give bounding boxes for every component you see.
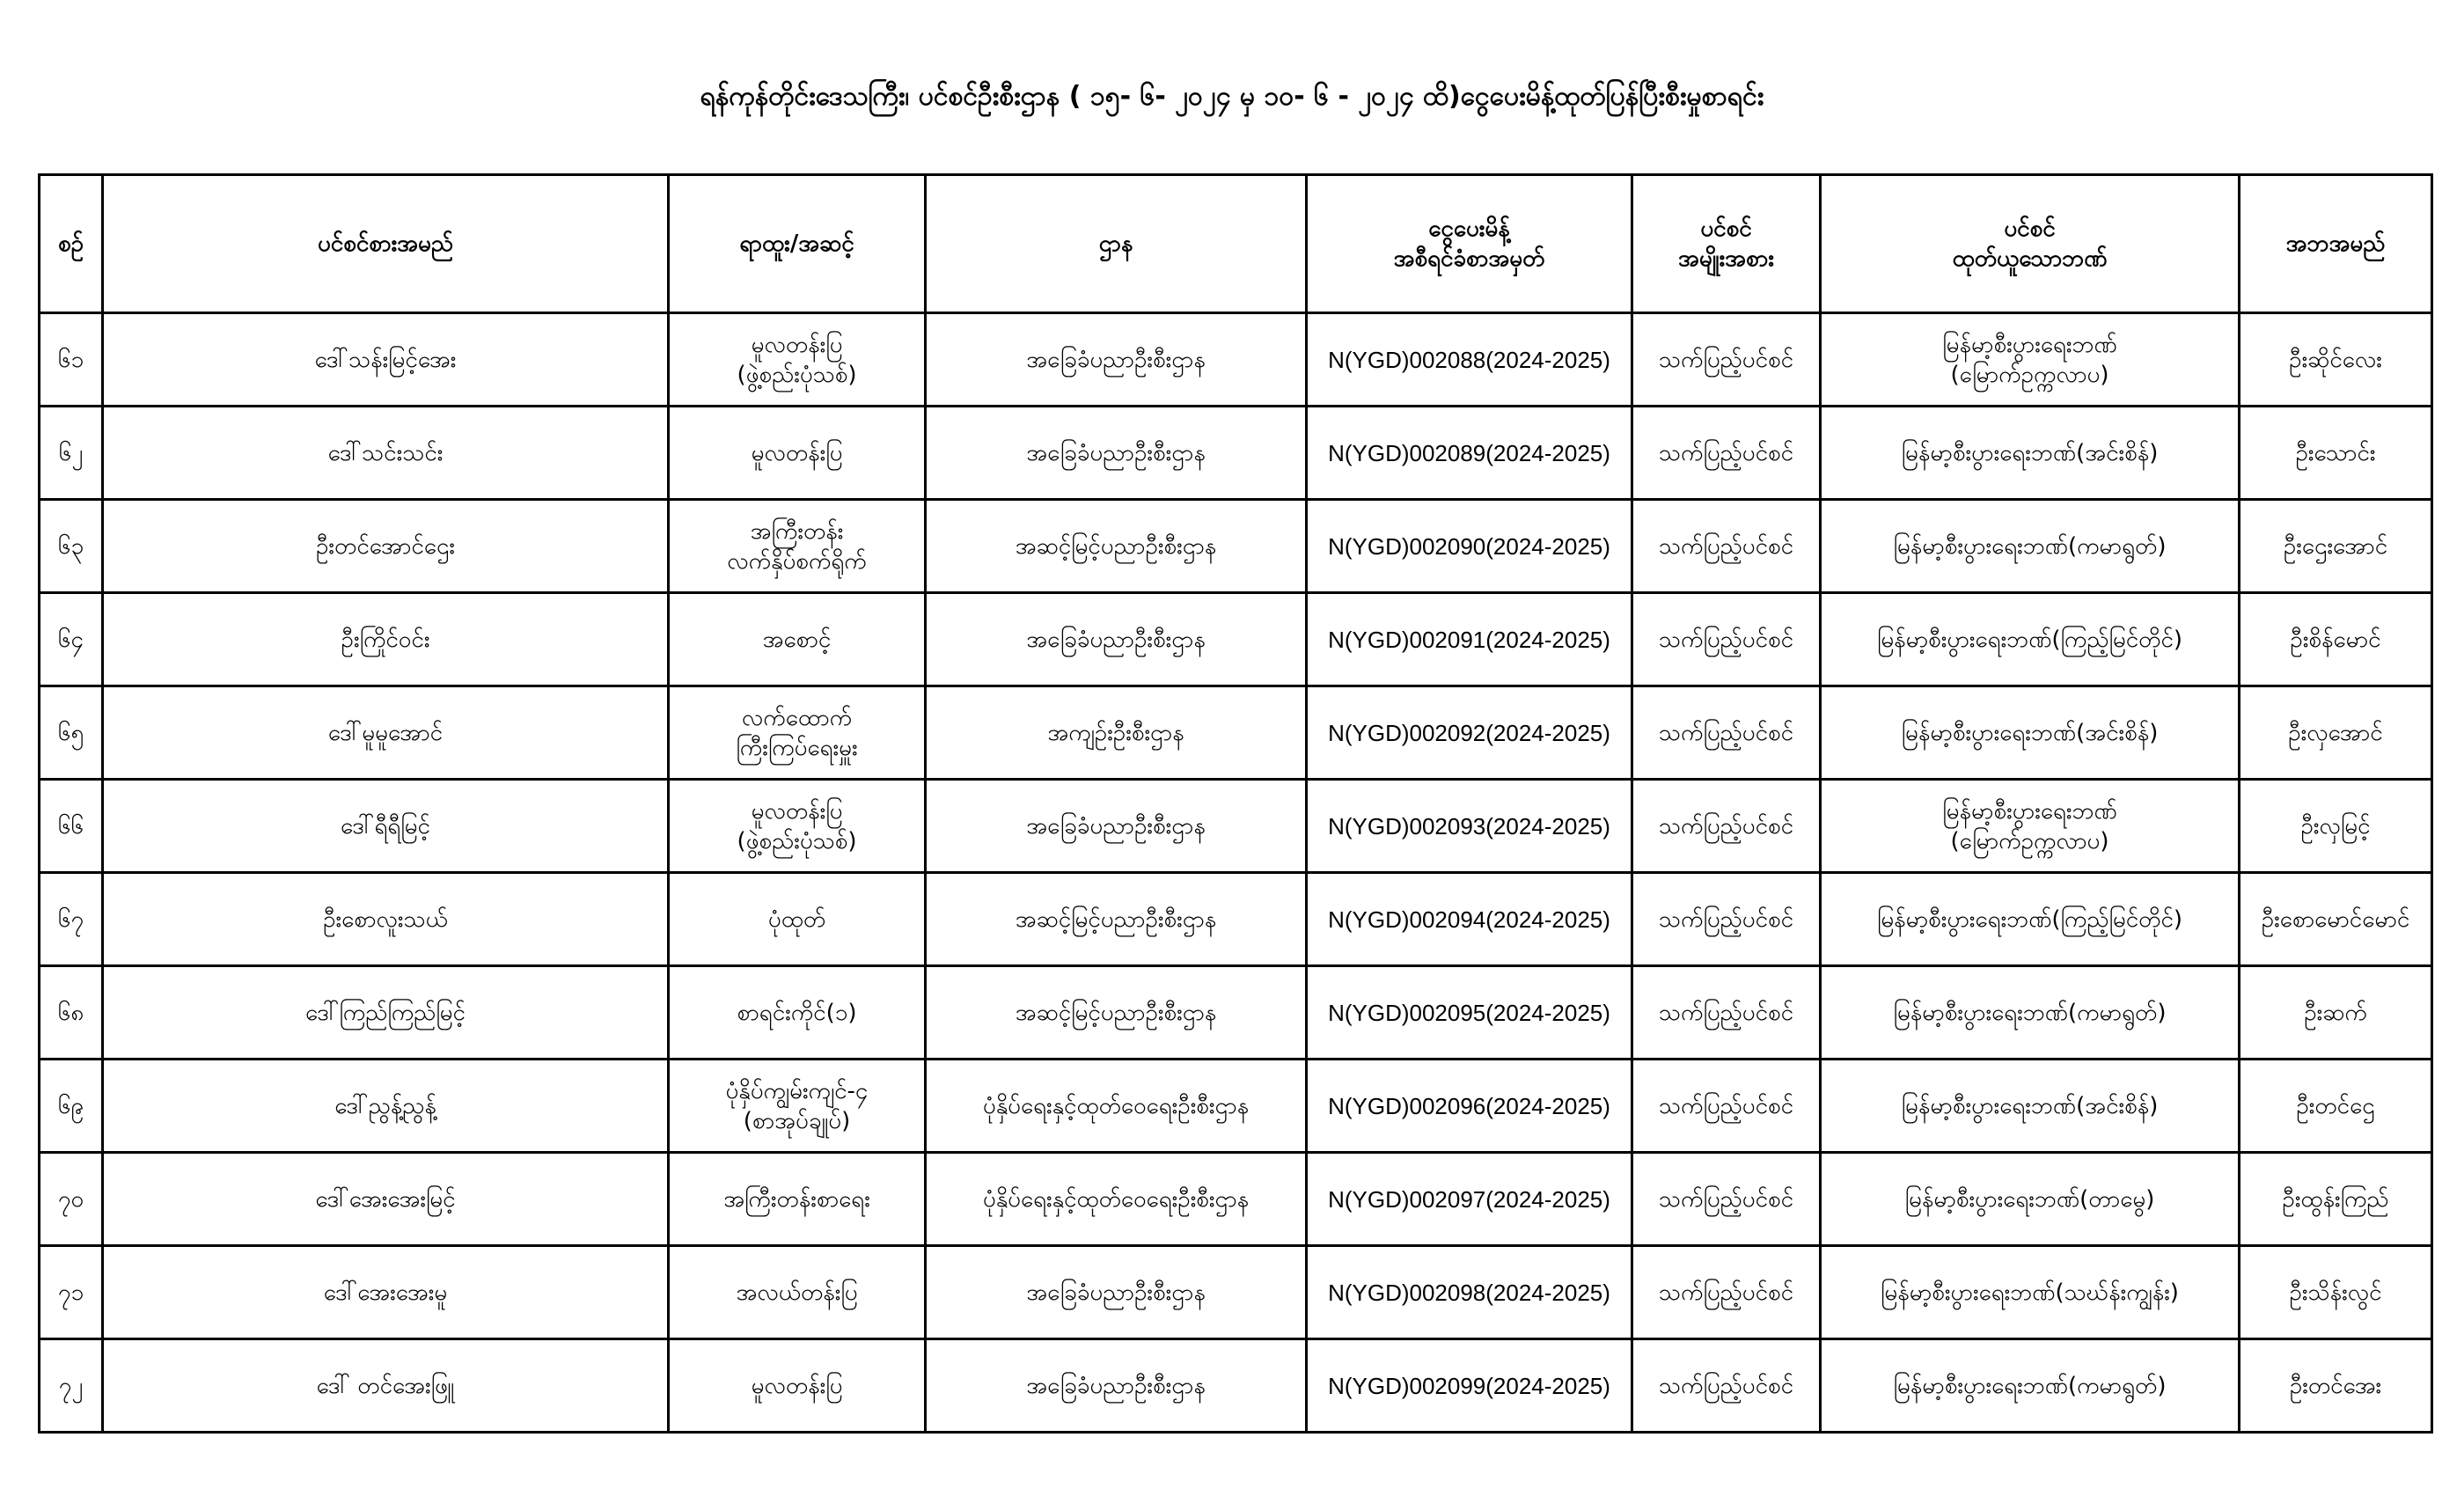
header-text-line: ပင်စင် xyxy=(2004,216,2056,242)
cell-father-name: ဦးဆိုင်လေး xyxy=(2240,313,2432,407)
cell-name: ဦးတင်အောင်ဌေး xyxy=(103,500,669,593)
col-header-no xyxy=(40,175,103,313)
cell-text-line: (စာအုပ်ချုပ်) xyxy=(743,1107,851,1134)
cell-text-line: မြန်မာ့စီးပွားရေးဘဏ်(အင်းစိန်) xyxy=(1901,1092,2159,1119)
cell-no: ၆၂ xyxy=(40,407,103,500)
cell-rank xyxy=(669,873,926,966)
header-text-line: ပင်စင် xyxy=(1700,216,1752,242)
cell-text-line: (မြောက်ဥက္ကလာပ) xyxy=(1950,361,2109,388)
cell-pension-type: သက်ပြည့်ပင်စင် xyxy=(1632,1153,1821,1246)
cell-pension-type: သက်ပြည့်ပင်စင် xyxy=(1632,873,1821,966)
cell-pension-type: သက်ပြည့်ပင်စင် xyxy=(1632,686,1821,780)
cell-bank xyxy=(1821,1153,2240,1246)
cell-text-line: အကြီးတန်း xyxy=(750,517,844,545)
cell-text-line: (ဖွဲ့စည်းပုံသစ်) xyxy=(737,361,857,388)
col-header-pension-type xyxy=(1632,175,1821,313)
table-body xyxy=(40,313,2432,1433)
header-text-line: ရာထူး/အဆင့် xyxy=(739,231,854,257)
cell-bank xyxy=(1821,313,2240,407)
cell-text-line: မူလတန်းပြ xyxy=(751,1372,843,1399)
cell-no: ၇၁ xyxy=(40,1246,103,1339)
cell-name: ဒေါ်သင်းသင်း xyxy=(103,407,669,500)
cell-no: ၆၄ xyxy=(40,593,103,686)
cell-rank xyxy=(669,780,926,873)
table-row xyxy=(40,780,2432,873)
cell-text-line: မူလတန်းပြ xyxy=(751,797,843,825)
cell-rank xyxy=(669,1339,926,1433)
cell-text-line: မြန်မာ့စီးပွားရေးဘဏ်(ကြည့်မြင်တိုင်) xyxy=(1876,906,2183,933)
col-header-rank xyxy=(669,175,926,313)
cell-text-line: မြန်မာ့စီးပွားရေးဘဏ်(ကမာရွတ်) xyxy=(1893,999,2167,1026)
cell-department: အခြေခံပညာဦးစီးဌာန xyxy=(926,780,1307,873)
cell-text-line: မြန်မာ့စီးပွားရေးဘဏ်(အင်းစိန်) xyxy=(1901,439,2159,466)
cell-pension-type: သက်ပြည့်ပင်စင် xyxy=(1632,1060,1821,1153)
cell-pension-type: သက်ပြည့်ပင်စင် xyxy=(1632,500,1821,593)
pension-table xyxy=(38,173,2433,1434)
cell-reference: N(YGD)002098(2024-2025) xyxy=(1307,1246,1632,1339)
cell-rank xyxy=(669,1246,926,1339)
header-text-line: စဉ် xyxy=(57,231,84,257)
cell-text-line: မြန်မာ့စီးပွားရေးဘဏ်(တာမွေ) xyxy=(1904,1185,2155,1213)
cell-name: ဒေါ်အေးအေးမြင့် xyxy=(103,1153,669,1246)
cell-name: ဒေါ် တင်အေးဖြူ xyxy=(103,1339,669,1433)
cell-text-line: ပုံနှိပ်ကျွမ်းကျင်-၄ xyxy=(725,1077,869,1104)
cell-reference: N(YGD)002097(2024-2025) xyxy=(1307,1153,1632,1246)
cell-bank xyxy=(1821,780,2240,873)
table-row xyxy=(40,966,2432,1060)
cell-rank xyxy=(669,966,926,1060)
cell-reference: N(YGD)002096(2024-2025) xyxy=(1307,1060,1632,1153)
table-row xyxy=(40,1339,2432,1433)
cell-text-line: (မြောက်ဥက္ကလာပ) xyxy=(1950,827,2109,854)
cell-text-line: မြန်မာ့စီးပွားရေးဘဏ်(ကြည့်မြင်တိုင်) xyxy=(1876,626,2183,653)
cell-text-line: အစောင့် xyxy=(762,626,832,653)
cell-father-name: ဦးဆက် xyxy=(2240,966,2432,1060)
cell-department: ပုံနှိပ်ရေးနှင့်ထုတ်ဝေရေးဦးစီးဌာန xyxy=(926,1060,1307,1153)
col-header-bank xyxy=(1821,175,2240,313)
cell-bank xyxy=(1821,1060,2240,1153)
cell-text-line: မူလတန်းပြ xyxy=(751,439,843,466)
cell-department: အဆင့်မြင့်ပညာဦးစီးဌာန xyxy=(926,500,1307,593)
cell-bank xyxy=(1821,966,2240,1060)
cell-rank xyxy=(669,686,926,780)
cell-pension-type: သက်ပြည့်ပင်စင် xyxy=(1632,407,1821,500)
cell-name: ဒေါ်အေးအေးမူ xyxy=(103,1246,669,1339)
cell-father-name: ဦးတင်ဌေ xyxy=(2240,1060,2432,1153)
cell-department: အကျဉ်းဦးစီးဌာန xyxy=(926,686,1307,780)
cell-no: ၆၇ xyxy=(40,873,103,966)
cell-bank xyxy=(1821,593,2240,686)
col-header-father-name xyxy=(2240,175,2432,313)
cell-no: ၇၀ xyxy=(40,1153,103,1246)
cell-pension-type: သက်ပြည့်ပင်စင် xyxy=(1632,313,1821,407)
table-row xyxy=(40,593,2432,686)
cell-rank xyxy=(669,500,926,593)
cell-reference: N(YGD)002099(2024-2025) xyxy=(1307,1339,1632,1433)
table-row xyxy=(40,1246,2432,1339)
cell-reference: N(YGD)002088(2024-2025) xyxy=(1307,313,1632,407)
cell-name: ဦးကြိုင်ဝင်း xyxy=(103,593,669,686)
cell-no: ၆၁ xyxy=(40,313,103,407)
cell-no: ၆၃ xyxy=(40,500,103,593)
cell-bank xyxy=(1821,500,2240,593)
cell-text-line: မြန်မာ့စီးပွားရေးဘဏ်(ကမာရွတ်) xyxy=(1893,1372,2167,1399)
cell-text-line: ကြီးကြပ်ရေးမှူး xyxy=(736,734,858,761)
header-text-line: ပင်စင်စားအမည် xyxy=(317,231,454,257)
cell-reference: N(YGD)002095(2024-2025) xyxy=(1307,966,1632,1060)
header-text-line: ဌာန xyxy=(1098,231,1133,257)
header-text-line: အဘအမည် xyxy=(2285,231,2386,257)
cell-bank xyxy=(1821,686,2240,780)
cell-rank xyxy=(669,313,926,407)
cell-text-line: မြန်မာ့စီးပွားရေးဘဏ်(ကမာရွတ်) xyxy=(1893,532,2167,560)
cell-father-name: ဦးထွန်းကြည် xyxy=(2240,1153,2432,1246)
header-text-line: ထုတ်ယူသောဘဏ် xyxy=(1952,246,2108,272)
cell-name: ဒေါ်ကြည်ကြည်မြင့် xyxy=(103,966,669,1060)
table-row xyxy=(40,873,2432,966)
cell-no: ၆၉ xyxy=(40,1060,103,1153)
cell-department: ပုံနှိပ်ရေးနှင့်ထုတ်ဝေရေးဦးစီးဌာန xyxy=(926,1153,1307,1246)
cell-bank xyxy=(1821,1339,2240,1433)
cell-department: အခြေခံပညာဦးစီးဌာန xyxy=(926,1246,1307,1339)
cell-pension-type: သက်ပြည့်ပင်စင် xyxy=(1632,593,1821,686)
cell-bank xyxy=(1821,1246,2240,1339)
col-header-department xyxy=(926,175,1307,313)
cell-name: ဦးစောလူးသယ် xyxy=(103,873,669,966)
table-row xyxy=(40,1060,2432,1153)
cell-rank xyxy=(669,593,926,686)
cell-reference: N(YGD)002090(2024-2025) xyxy=(1307,500,1632,593)
cell-department: အခြေခံပညာဦးစီးဌာန xyxy=(926,313,1307,407)
cell-father-name: ဦးဌေးအောင် xyxy=(2240,500,2432,593)
cell-reference: N(YGD)002093(2024-2025) xyxy=(1307,780,1632,873)
table-row xyxy=(40,1153,2432,1246)
cell-rank xyxy=(669,407,926,500)
cell-rank xyxy=(669,1153,926,1246)
cell-bank xyxy=(1821,873,2240,966)
cell-text-line: (ဖွဲ့စည်းပုံသစ်) xyxy=(737,827,857,854)
cell-reference: N(YGD)002089(2024-2025) xyxy=(1307,407,1632,500)
cell-text-line: အလယ်တန်းပြ xyxy=(736,1279,858,1306)
document-title: ရန်ကုန်တိုင်းဒေသကြီး၊ ပင်စင်ဦးစီးဌာန ( ၁၅- ၆- ၂၀၂၄ မှ ၁၀- ၆ - ၂၀၂၄ ထိ)ငွေပေးမိန့်ထုတ်ပြန်ပြီးစီးမှုစာရင်း xyxy=(700,81,1764,112)
cell-text-line: မြန်မာ့စီးပွားရေးဘဏ်(သဃ်န်းကျွန်း) xyxy=(1881,1279,2179,1306)
col-header-name xyxy=(103,175,669,313)
cell-text-line: မြန်မာ့စီးပွားရေးဘဏ် xyxy=(1942,797,2117,825)
cell-bank xyxy=(1821,407,2240,500)
cell-name: ဒေါ်မူမူအောင် xyxy=(103,686,669,780)
table-row xyxy=(40,407,2432,500)
cell-text-line: မူလတန်းပြ xyxy=(751,331,843,358)
cell-father-name: ဦးသောင်း xyxy=(2240,407,2432,500)
cell-no: ၇၂ xyxy=(40,1339,103,1433)
header-text-line: အစီရင်ခံစာအမှတ် xyxy=(1393,246,1545,272)
cell-no: ၆၅ xyxy=(40,686,103,780)
cell-name: ဒေါ်ညွန့်ညွန့် xyxy=(103,1060,669,1153)
cell-department: အခြေခံပညာဦးစီးဌာန xyxy=(926,593,1307,686)
cell-father-name: ဦးစိန်မောင် xyxy=(2240,593,2432,686)
cell-text-line: စာရင်းကိုင်(၁) xyxy=(737,999,857,1026)
table-header-row xyxy=(40,175,2432,313)
cell-text-line: မြန်မာ့စီးပွားရေးဘဏ် xyxy=(1942,331,2117,358)
table-row xyxy=(40,313,2432,407)
cell-department: အဆင့်မြင့်ပညာဦးစီးဌာန xyxy=(926,966,1307,1060)
cell-department: အခြေခံပညာဦးစီးဌာန xyxy=(926,407,1307,500)
cell-text-line: လက်နှိပ်စက်ရိုက် xyxy=(727,547,867,575)
header-text-line: ငွေပေးမိန့် xyxy=(1428,216,1510,242)
cell-text-line: မြန်မာ့စီးပွားရေးဘဏ်(အင်းစိန်) xyxy=(1901,719,2159,746)
cell-father-name: ဦးတင်အေး xyxy=(2240,1339,2432,1433)
cell-no: ၆၆ xyxy=(40,780,103,873)
cell-pension-type: သက်ပြည့်ပင်စင် xyxy=(1632,1246,1821,1339)
cell-department: အခြေခံပညာဦးစီးဌာန xyxy=(926,1339,1307,1433)
cell-text-line: ပုံထုတ် xyxy=(767,906,826,933)
cell-text-line: အကြီးတန်းစာရေး xyxy=(723,1185,870,1213)
cell-text-line: လက်ထောက် xyxy=(741,704,853,731)
cell-name: ဒေါ်ရီရီမြင့် xyxy=(103,780,669,873)
cell-rank xyxy=(669,1060,926,1153)
cell-father-name: ဦးလှမြင့် xyxy=(2240,780,2432,873)
cell-father-name: ဦးလှအောင် xyxy=(2240,686,2432,780)
cell-reference: N(YGD)002094(2024-2025) xyxy=(1307,873,1632,966)
cell-reference: N(YGD)002091(2024-2025) xyxy=(1307,593,1632,686)
cell-department: အဆင့်မြင့်ပညာဦးစီးဌာန xyxy=(926,873,1307,966)
cell-pension-type: သက်ပြည့်ပင်စင် xyxy=(1632,780,1821,873)
table-row xyxy=(40,500,2432,593)
header-text-line: အမျိုးအစား xyxy=(1678,246,1774,272)
cell-father-name: ဦးစောမောင်မောင် xyxy=(2240,873,2432,966)
cell-name: ဒေါ်သန်းမြင့်အေး xyxy=(103,313,669,407)
table-row xyxy=(40,686,2432,780)
cell-father-name: ဦးသိန်းလွင် xyxy=(2240,1246,2432,1339)
cell-reference: N(YGD)002092(2024-2025) xyxy=(1307,686,1632,780)
cell-no: ၆၈ xyxy=(40,966,103,1060)
col-header-reference xyxy=(1307,175,1632,313)
cell-pension-type: သက်ပြည့်ပင်စင် xyxy=(1632,1339,1821,1433)
cell-pension-type: သက်ပြည့်ပင်စင် xyxy=(1632,966,1821,1060)
